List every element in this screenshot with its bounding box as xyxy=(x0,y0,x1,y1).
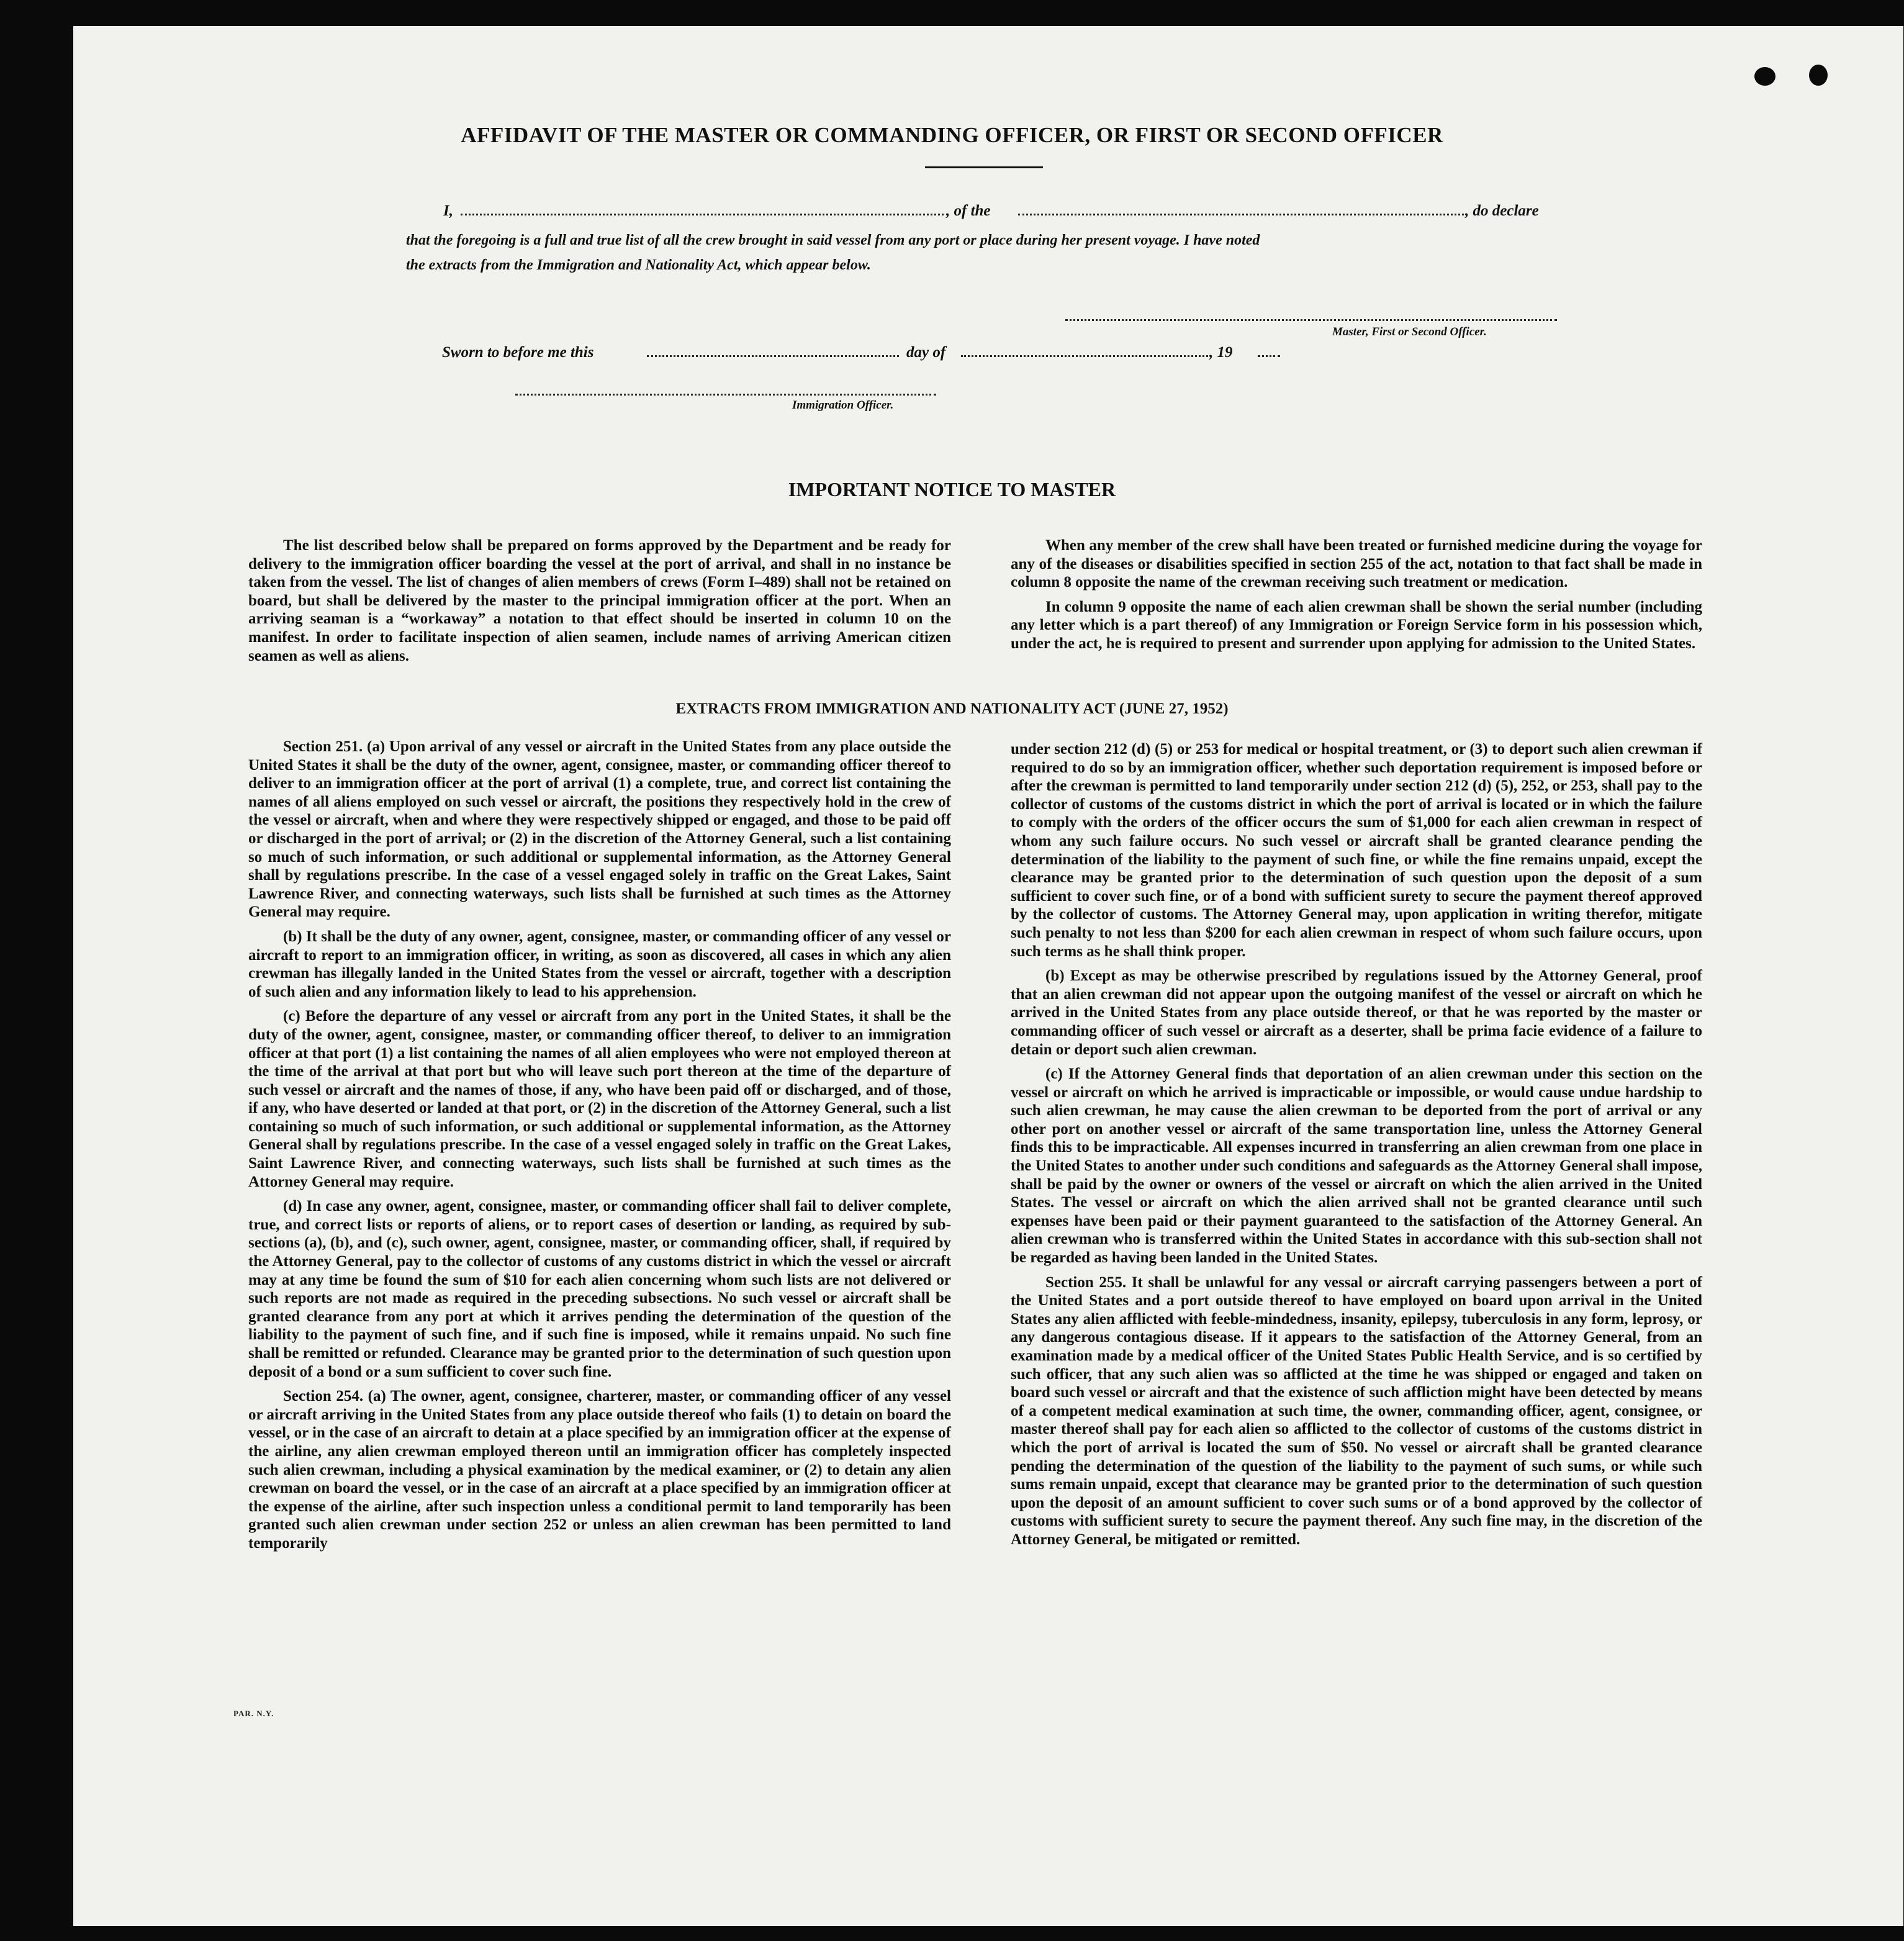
extracts-title: EXTRACTS FROM IMMIGRATION AND NATIONALITY ACT (JUNE 27, 1952) xyxy=(675,700,1229,717)
master-signature-line[interactable] xyxy=(1065,319,1557,321)
scan-speck xyxy=(1809,65,1828,86)
notice-right-column xyxy=(1011,536,1702,659)
declaration-line-1: that the foregoing is a full and true list of all the crew brought in said vessel from any port or place during her present voyage. I have noted xyxy=(406,232,1260,248)
act-section-paragraph: (c) Before the departure of any vessel or aircraft from any port in the United States, it shall be the duty of the owner, agent, consignee, master, or commanding officer thereof, to deliver to an immigration officer at that port (1) a list containing the names of all alien employees who were not employed thereon at the time of the arrival at that port but who will leave such port thereon at the time of the departure of such vessel or aircraft and the names of those, if any, who have been paid off or discharged, and of those, if any, who have deserted or landed at that port, or (2) in the discretion of the Attorney General, such a list containing so much of such information, or such additional or supplemental information, as the Attorney General shall by regulations prescribe. In the case of a vessel engaged solely in traffic on the Great Lakes, Saint Lawrence River, and connecting waterways, such lists shall be furnished at such times as the Attorney General may require. xyxy=(248,1008,951,1190)
immigration-officer-signature-line[interactable] xyxy=(515,394,936,396)
sworn-year-field[interactable] xyxy=(1258,355,1280,357)
notice-paragraph: In column 9 opposite the name of each alien crewman shall be shown the serial number (including any letter which is a part thereof) of any Immigration or Foreign Service form in his possession which, under the act, he is required to present and surrender upon applying for admission to the United States. xyxy=(1011,598,1702,652)
notice-paragraph: When any member of the crew shall have been treated or furnished medicine during the voyage for any of the diseases or disabilities specified in section 255 of the act, notation to that fact shall be made in column 8 opposite the name of the crewman receiving such treatment or medication. xyxy=(1011,537,1702,591)
immigration-officer-caption: Immigration Officer. xyxy=(792,399,894,412)
vessel-name-field[interactable] xyxy=(1018,214,1464,215)
affidavit-i-label: I, xyxy=(443,202,453,219)
act-section-paragraph: Section 254. (a) The owner, agent, consignee, charterer, master, or commanding officer of any vessel or aircraft arriving in the United States from any place outside thereof who fails (1) to detain on board the vessel, or in the case of an aircraft to detain at a place specified by an immigration officer at the expense of the airline, any alien crewman employed thereon until an immigration officer has completely inspected such alien crewman, including a physical examination by the medical examiner, or (2) to detain any alien crewman on board the vessel, or in the case of an aircraft at a place specified by an immigration officer at the expense of the airline, after such inspection unless a conditional permit to land temporarily has been granted such alien crewman under section 252 or unless an alien crewman has been permitted to land temporarily xyxy=(248,1388,951,1552)
notice-paragraph: The list described below shall be prepared on forms approved by the Department and be ready for delivery to the immigration officer boarding the vessel at the port of arrival, and shall in no instance be taken from the vessel. The list of changes of alien members of crews (Form I–489) shall not be retained on board, but shall be delivered by the master to the principal immigration officer at the port. When an arriving seaman is a “workaway” a notation to that effect should be inserted in column 10 on the manifest. In order to facilitate inspection of alien seamen, include names of arriving American citizen seamen as well as aliens. xyxy=(248,537,951,664)
master-signature-caption: Master, First or Second Officer. xyxy=(1332,325,1487,338)
act-section-paragraph: Section 251. (a) Upon arrival of any vessel or aircraft in the United States from any place outside the United States it shall be the duty of the owner, agent, consignee, master, or commanding officer thereof to deliver to an immigration officer at the port of arrival (1) a complete, true, and correct list containing the names of all aliens employed on such vessel or aircraft, the positions they respectively hold in the crew of the vessel or aircraft, when and where they were respectively shipped or engaged, and those to be paid off or discharged in the port of arrival; or (2) in the discretion of the Attorney General, such a list containing so much of such information, or such additional or supplemental information, as the Attorney General shall by regulations prescribe. In the case of a vessel engaged solely in traffic on the Great Lakes, Saint Lawrence River, and connecting waterways, such lists shall be furnished at such times as the Attorney General may require. xyxy=(248,738,951,921)
notice-left-column xyxy=(248,536,951,671)
act-section-paragraph: Section 255. It shall be unlawful for any vessal or aircraft carrying passengers between a port of the United States and a port outside thereof to have employed on board upon arrival in the United States any alien afflicted with feeble-mindedness, insanity, epilepsy, tuberculosis in any form, leprosy, or any dangerous contagious disease. If it appears to the satisfaction of the Attorney General, from an examination made by a medical officer of the United States Public Health Service, and is so certified by such officer, that any such alien was so afflicted at the time he was shipped or engaged and taken on board such vessel or aircraft and that the existence of such affliction might have been detected by means of a competent medical examination at such time, the owner, commanding officer, agent, consignee, or master thereof shall pay for each alien so afflicted to the collector of customs of the customs district in which the port of arrival is located the sum of $50. No vessel or aircraft shall be granted clearance pending the determination of the question of the liability to the payment of such sums, or while such sums remain unpaid, except that clearance may be granted prior to the determination of such question upon the deposit of an amount sufficient to cover such sums or of a bond approved by the collector of customs with sufficient surety to secure the payment thereof. Any such fine may, in the discretion of the Attorney General, be mitigated or remitted. xyxy=(1011,1274,1702,1548)
extracts-left-column xyxy=(248,738,951,1559)
act-section-paragraph: (b) Except as may be otherwise prescribed by regulations issued by the Attorney General, proof that an alien crewman did not appear upon the outgoing manifest of the vessel or aircraft on which he arrived in the United States from any place outside thereof, or that he was reported by the master or commanding officer of such vessel or aircraft as a deserter, shall be prima facie evidence of a failure to detain or deport such alien crewman. xyxy=(1011,967,1702,1058)
act-section-paragraph: (b) It shall be the duty of any owner, agent, consignee, master, or commanding officer of any vessel or aircraft to report to an immigration officer, in writing, as soon as discovered, all cases in which any alien crewman has illegally landed in the United States from the vessel or aircraft, together with a description of such alien and any information likely to lead to his apprehension. xyxy=(248,928,951,1000)
printer-mark: PAR. N.Y. xyxy=(233,1709,274,1718)
sworn-label: Sworn to before me this xyxy=(442,344,594,361)
act-section-paragraph: under section 212 (d) (5) or 253 for medical or hospital treatment, or (3) to deport such alien crewman if required to do so by an immigration officer, whether such deportation requirement is imposed before or after the crewman is permitted to land temporarily under section 212 (d) (5), 252, or 253, shall pay to the collector of customs of the customs district in which the port of arrival is located or in which the failure to comply with the orders of the officer occurs the sum of $1,000 for each alien crewman in respect of whom any such failure occurs. No such vessel or aircraft shall be granted clearance pending the determination of the liability to the payment of such fine, or while the fine remains unpaid, except the clearance may be granted prior to the determination of such question upon the deposit of a sum sufficient to cover such fine, or of a bond with sufficient surety to secure the payment thereof approved by the collector of customs. The Attorney General may, upon application in writing therefor, mitigate such penalty to not less than $200 for each alien crewman in respect of whom such failure occurs, upon such terms as he shall think proper. xyxy=(1011,741,1702,960)
year-label: , 19 xyxy=(1209,344,1233,361)
scan-speck xyxy=(1754,67,1775,86)
extracts-right-column xyxy=(1011,740,1702,1555)
declaration-line-2: the extracts from the Immigration and Nationality Act, which appear below. xyxy=(406,257,871,273)
title-underline xyxy=(925,166,1043,168)
notice-title: IMPORTANT NOTICE TO MASTER xyxy=(788,478,1116,500)
act-section-paragraph: (d) In case any owner, agent, consignee, master, or commanding officer shall fail to deliver complete, true, and correct lists or reports of aliens, or to report cases of desertion or landing, as required by sub-sections (a), (b), and (c), such owner, agent, consignee, master, or commanding officer, shall, if required by the Attorney General, pay to the collector of customs of any customs district in which the vessel or aircraft may at any time be found the sum of $10 for each alien concerning whom such lists are not delivered or such reports are not made as required in the preceding subsections. No such vessel or aircraft shall be granted clearance from any port at which it arrives pending the determination of the question of the liability to the payment of such fine, and if such fine is imposed, while it remains unpaid. No such fine shall be remitted or refunded. Clearance may be granted prior to the determination of such question upon deposit of a bond or a sum sufficient to cover such fine. xyxy=(248,1198,951,1380)
sworn-day-field[interactable] xyxy=(647,355,899,357)
day-of-label: day of xyxy=(906,344,946,361)
act-section-paragraph: (c) If the Attorney General finds that deportation of an alien crewman under this section on the vessel or aircraft on which he arrived is impracticable or impossible, or would cause undue hardship to such alien crewman, he may cause the alien crewman to be deported from the port of arrival or any other port on another vessel or aircraft of the same transportation line, unless the Attorney General finds this to be impracticable. All expenses incurred in transferring an alien crewman from one place in the United States to another under such conditions and safeguards as the Attorney General shall impose, shall be paid by the owner or owners of the vessel or aircraft on which the alien arrived in the United States. The vessel or aircraft on which the alien arrived shall not be granted clearance until such expenses have been paid or their payment guaranteed to the satisfaction of the Attorney General. An alien crewman who is transferred within the United States in accordance with this sub-section shall not be regarded as having been landed in the United States. xyxy=(1011,1066,1702,1267)
sworn-month-field[interactable] xyxy=(961,355,1208,357)
affidavit-declare-label: , do declare xyxy=(1465,202,1539,219)
master-name-field[interactable] xyxy=(461,214,944,215)
affidavit-title: AFFIDAVIT OF THE MASTER OR COMMANDING OFFICER, OR FIRST OR SECOND OFFICER xyxy=(461,123,1443,147)
affidavit-of-the-label: , of the xyxy=(946,202,991,219)
